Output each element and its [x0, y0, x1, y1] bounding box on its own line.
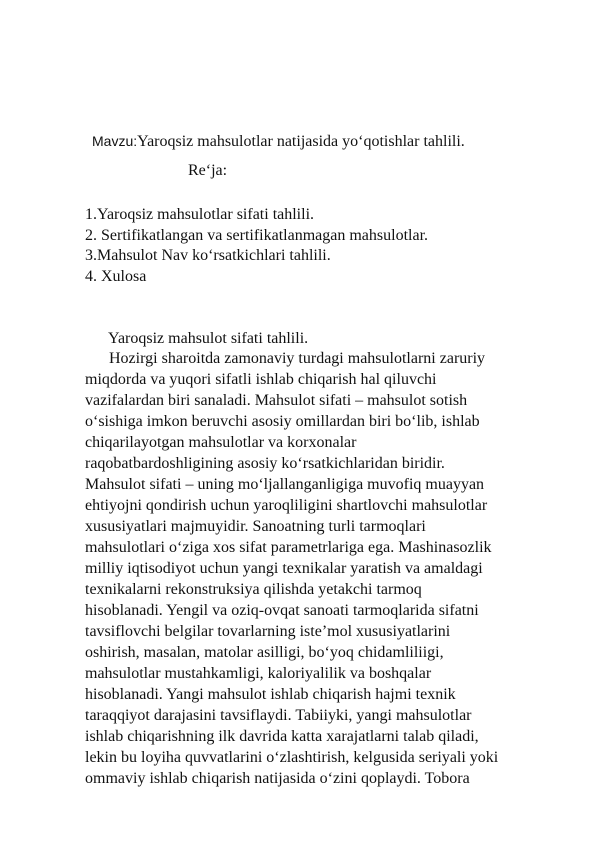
- plan-item: 4. Xulosa: [85, 267, 147, 285]
- body-line: taraqqiyot darajasini tavsiflaydi. Tabiiyki, yangi mahsulotlar: [85, 707, 472, 724]
- body-paragraph: [85, 348, 555, 789]
- body-line: hisoblanadi. Yangi mahsulot ishlab chiqarish hajmi texnik: [85, 686, 456, 703]
- body-line: miqdorda va yuqori sifatli ishlab chiqarish hal qiluvchi: [85, 371, 437, 388]
- plan-list: [85, 205, 428, 287]
- body-line: o‘sishiga imkon beruvchi asosiy omillardan biri bo‘lib, ishlab: [85, 413, 480, 430]
- body-line: Mahsulot sifati – uning mo‘ljallanganligiga muvofiq muayyan: [85, 476, 485, 493]
- body-line: ommaviy ishlab chiqarish natijasida o‘zini qoplaydi. Tobora: [85, 770, 470, 787]
- section-heading: Yaroqsiz mahsulot sifati tahlili.: [108, 330, 309, 347]
- body-line: milliy iqtisodiyot uchun yangi texnikalar yaratish va amaldagi: [85, 560, 483, 577]
- title-prefix: Mavzu:: [92, 133, 138, 149]
- plan-item: 1.Yaroqsiz mahsulotlar sifati tahlili.: [85, 206, 315, 223]
- body-line: lekin bu loyiha quvvatlarini o‘zlashtirish, kelgusida seriyali yoki: [85, 749, 499, 766]
- body-line: chiqarilayotgan mahsulotlar va korxonalar: [85, 434, 357, 451]
- plan-item: 2. Sertifikatlangan va sertifikatlanmagan mahsulotlar.: [85, 226, 429, 244]
- body-line: vazifalardan biri sanaladi. Mahsulot sifati – mahsulot sotish: [85, 392, 468, 409]
- body-line: mahsulotlari o‘ziga xos sifat parametrlariga ega. Mashinasozlik: [85, 539, 492, 556]
- body-line: oshirish, masalan, matolar asilligi, bo‘yoq chidamliliigi,: [85, 644, 444, 661]
- body-line: xususiyatlari majmuyidir. Sanoatning turli tarmoqlari: [85, 518, 426, 535]
- plan-heading: Re‘ja:: [188, 162, 228, 179]
- title-text: Yaroqsiz mahsulotlar natijasida yo‘qotishlar tahlili.: [137, 133, 465, 150]
- body-line: texnikalarni rekonstruksiya qilishda yetakchi tarmoq: [85, 581, 422, 598]
- body-line: ishlab chiqarishning ilk davrida katta xarajatlarni talab qiladi,: [85, 728, 479, 745]
- body-line: raqobatbardoshligining asosiy ko‘rsatkichlaridan biridir.: [85, 455, 445, 472]
- body-line: Hozirgi sharoitda zamonaviy turdagi mahsulotlarni zaruriy: [85, 350, 486, 367]
- plan-item: 3.Mahsulot Nav ko‘rsatkichlari tahlili.: [85, 247, 331, 264]
- body-line: mahsulotlar mustahkamligi, kaloriyalilik va boshqalar: [85, 665, 432, 682]
- document-title: [92, 131, 465, 152]
- body-line: tavsiflovchi belgilar tovarlarning iste’mol xususiyatlarini: [85, 623, 451, 640]
- body-line: hisoblanadi. Yengil va oziq-ovqat sanoati tarmoqlarida sifatni: [85, 602, 479, 619]
- body-line: ehtiyojni qondirish uchun yaroqliligini shartlovchi mahsulotlar: [85, 497, 488, 514]
